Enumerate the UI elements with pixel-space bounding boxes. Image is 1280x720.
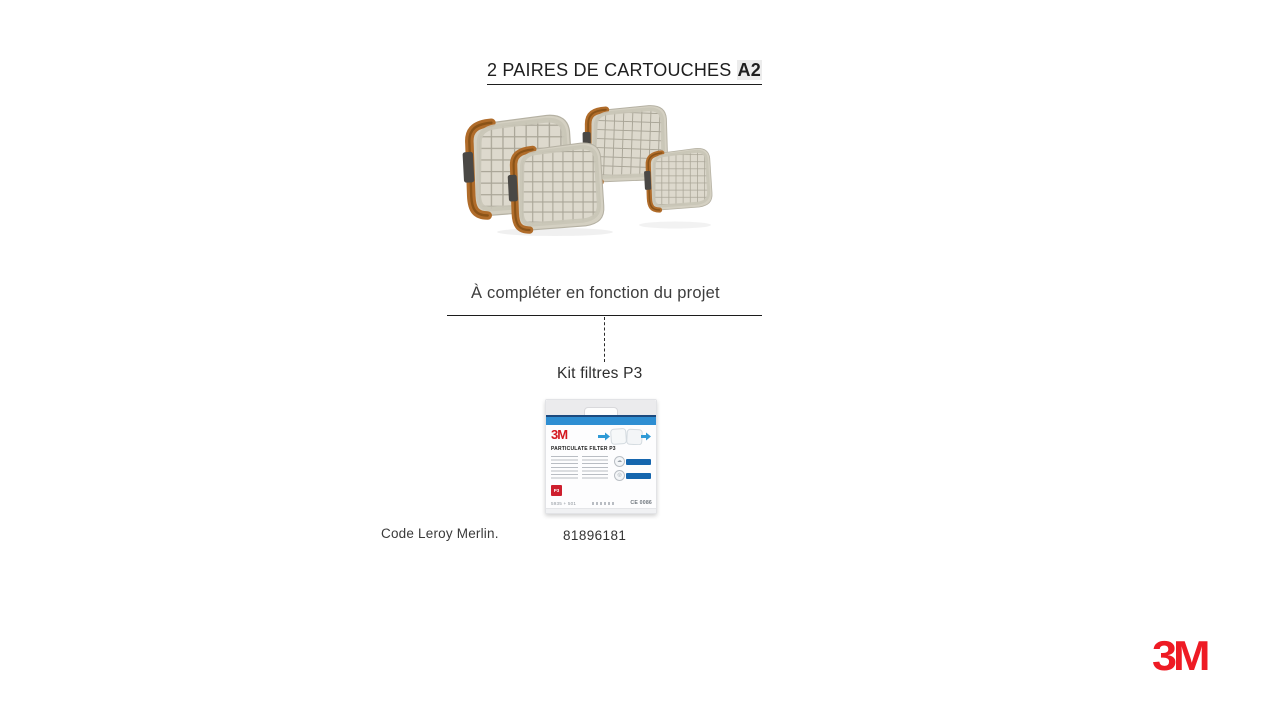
filters-arrows-icon xyxy=(597,428,651,445)
p3-filter-box-image xyxy=(545,399,657,514)
code-leroy-merlin-value: 81896181 xyxy=(563,528,627,543)
cartridges-a2-image xyxy=(450,103,720,238)
kit-filtres-label: Kit filtres P3 xyxy=(557,365,643,382)
box-pictograms xyxy=(592,502,614,505)
box-blue-callout xyxy=(626,459,651,465)
box-hang-tab xyxy=(546,400,656,415)
slide-title-text: 2 PAIRES DE CARTOUCHES xyxy=(487,60,732,80)
box-3m-logo: 3M xyxy=(551,427,568,442)
3m-logo: 3M xyxy=(1152,632,1207,679)
box-blue-callout xyxy=(626,473,651,479)
box-product-name: PARTICULATE FILTER P3 xyxy=(551,446,616,452)
ce-mark: CE 0086 xyxy=(630,500,652,506)
box-model-code: 5935 + 501 xyxy=(551,500,577,506)
connector-horizontal-line xyxy=(447,315,762,316)
slide-title-highlight: A2 xyxy=(737,60,761,80)
slide-title xyxy=(487,60,762,85)
box-blue-band xyxy=(546,415,656,425)
note-text: À compléter en fonction du projet xyxy=(471,284,720,302)
cloud-icon: ☁ xyxy=(614,456,625,467)
code-leroy-merlin-label: Code Leroy Merlin. xyxy=(381,526,499,541)
p3-class-badge: P3 xyxy=(551,485,562,496)
box-feature-text-column xyxy=(582,456,609,479)
box-hang-slot xyxy=(584,407,618,415)
connector-dashed-line xyxy=(604,317,605,362)
box-feature-text-column xyxy=(551,456,578,479)
box-front-panel xyxy=(546,425,656,508)
box-bottom-edge xyxy=(546,508,656,513)
filter-disc-icon: ◎ xyxy=(614,470,625,481)
